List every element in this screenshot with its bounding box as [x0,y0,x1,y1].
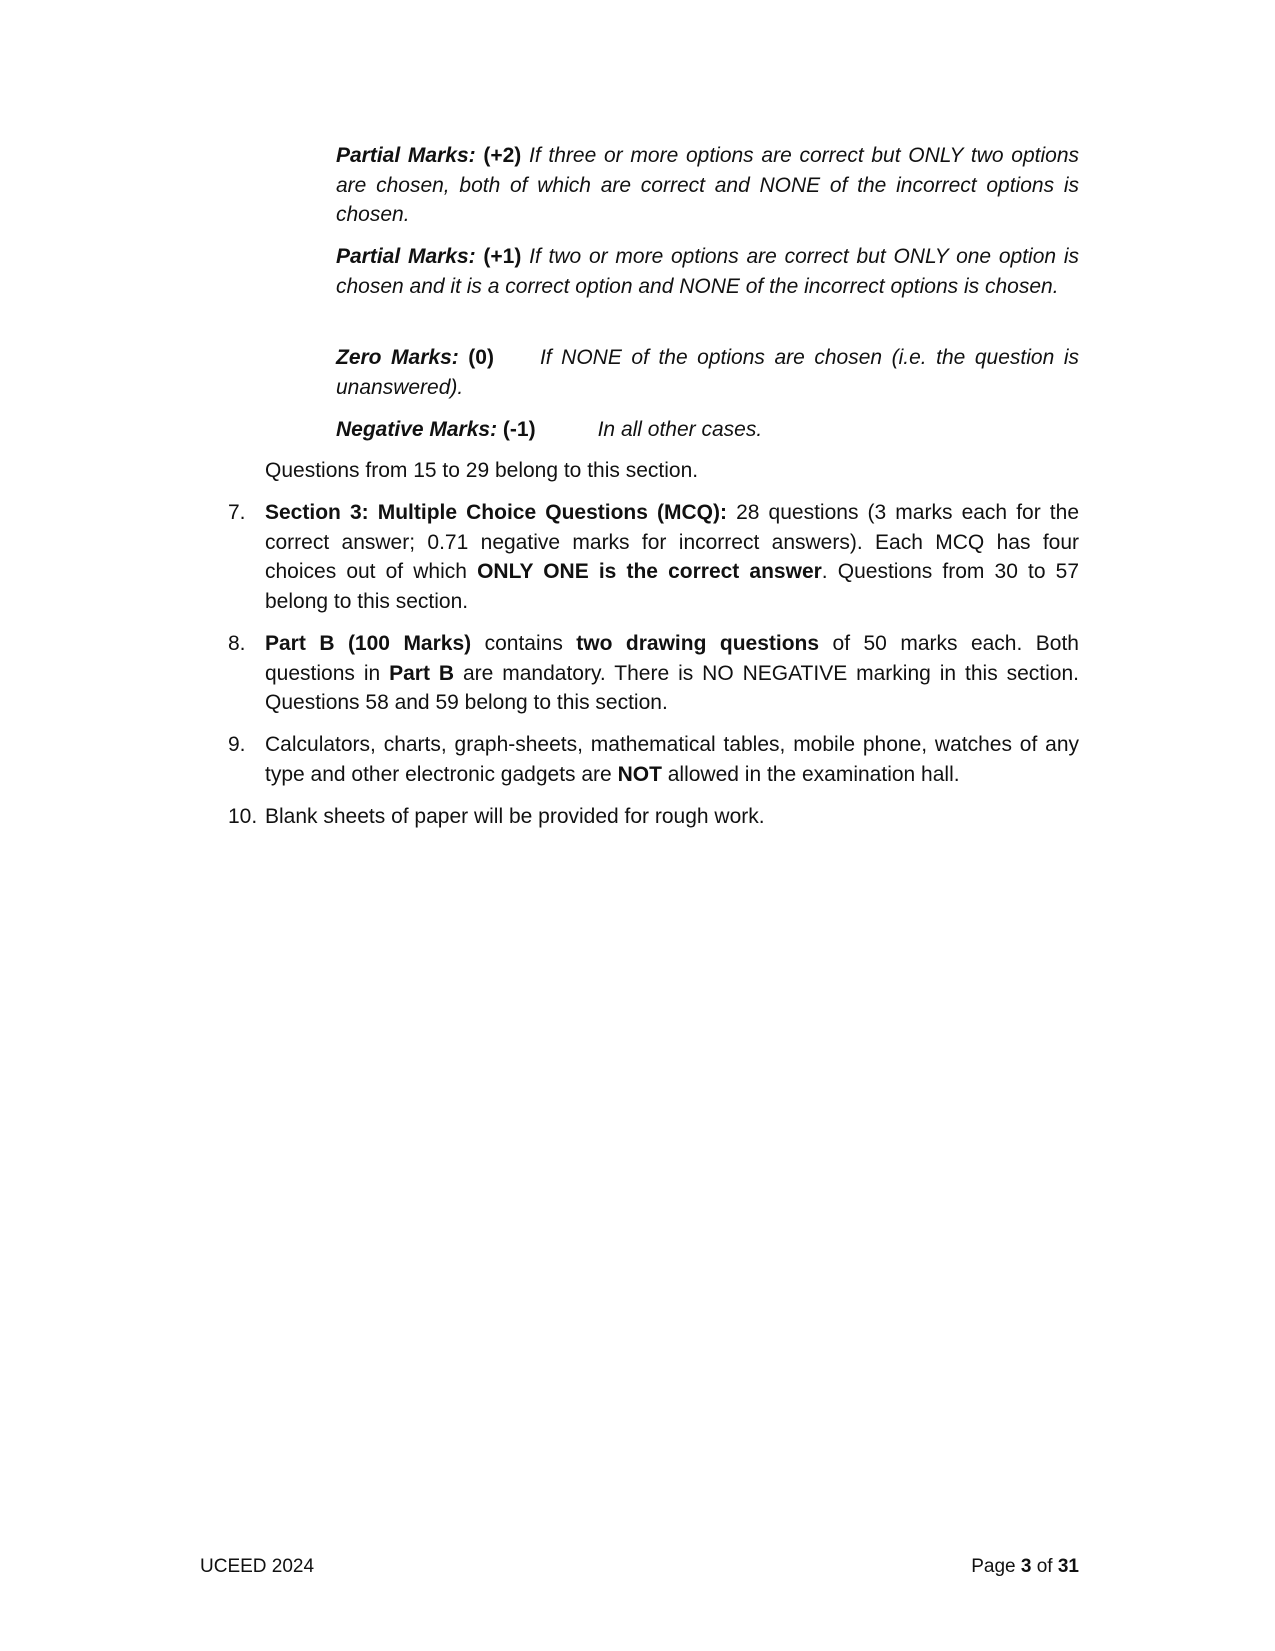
marking-value: (0) [468,346,494,369]
section-note: Questions from 15 to 29 belong to this section. [265,459,699,482]
item-bold-mid: two drawing questions [576,632,820,655]
marking-label: Partial Marks: [336,245,476,268]
item-number: 9. [228,733,246,756]
page-prefix: Page [971,1556,1021,1577]
marking-description: If two or more options are correct but ONLY one option is chosen and it is a correct option and NONE of the incorrect options is chosen. [336,245,1080,298]
marking-value: (+2) [483,144,522,167]
item-body [265,629,1079,718]
marking-partial-plus1 [336,242,1079,301]
item-bold-mid: Part B [389,661,455,685]
item-body [265,498,1079,616]
marking-label: Negative Marks: [336,418,498,441]
instruction-item-10 [228,802,1079,832]
footer-page-number [971,1555,1079,1579]
marking-zero [336,343,1079,402]
page-current: 3 [1020,1556,1032,1577]
item-text: allowed in the examination hall. [661,762,960,786]
item-bold-lead: Part B (100 Marks) [265,632,472,655]
marking-description: If NONE of the options are chosen (i.e. the question is unanswered). [336,346,1079,399]
item-text: Blank sheets of paper will be provided for rough work. [265,805,765,828]
item-number: 8. [228,632,246,655]
marking-negative [336,415,1079,445]
item-text: 28 questions (3 marks each for the correct answer; 0.71 negative marks for incorrect answers). Each MCQ has four choices out of which [265,501,1080,583]
item-number: 7. [228,501,246,524]
item-body [265,802,1079,832]
item-text: Calculators, charts, graph-sheets, mathematical tables, mobile phone, watches of any type and other electronic gadgets are [265,733,1079,786]
footer-exam-name: UCEED 2024 [200,1556,315,1577]
marking-label: Partial Marks: [336,144,476,167]
marking-label: Zero Marks: [336,346,459,369]
item-bold-mid: NOT [617,762,662,786]
instruction-item-9 [228,730,1079,789]
item-body [265,730,1079,789]
item-text: of 50 marks each. Both questions in [265,632,1079,685]
item-text: . Questions from 30 to 57 belong to this section. [265,560,1080,613]
marking-value: (+1) [483,245,522,268]
marking-description: In all other cases. [597,418,763,441]
instruction-item-7 [228,498,1079,616]
item-number: 10. [228,805,258,828]
item-bold-lead: Section 3: Multiple Choice Questions (MCQ): [265,501,727,524]
page-of: of [1031,1556,1058,1577]
marking-description: If three or more options are correct but ONLY two options are chosen, both of which are correct and NONE of the incorrect options is chosen. [336,144,1080,226]
item-text: contains [471,632,577,655]
marking-value: (-1) [502,418,536,441]
marking-partial-plus2 [336,141,1079,230]
item-text: are mandatory. There is NO NEGATIVE marking in this section. Questions 58 and 59 belong to this section. [265,661,1079,714]
page-total: 31 [1057,1556,1079,1577]
item-bold-mid: ONLY ONE is the correct answer [477,560,822,583]
instruction-item-8 [228,629,1079,718]
